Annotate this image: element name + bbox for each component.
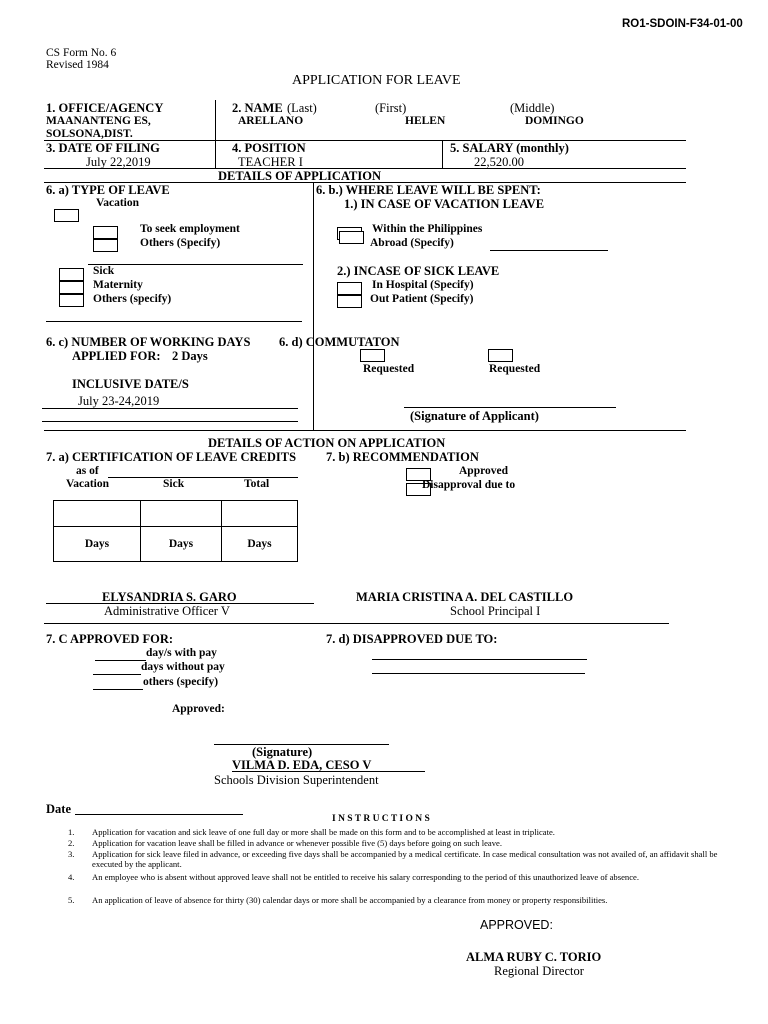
instruction-number: 5. [68, 895, 75, 905]
instruction-number: 4. [68, 872, 75, 882]
out-patient-label: Out Patient (Specify) [370, 293, 474, 305]
total-credit-cell[interactable] [221, 500, 298, 527]
others-specify2-label: Others (specify) [93, 293, 172, 305]
instruction-item [68, 838, 728, 848]
instruction-item [68, 895, 728, 905]
regional-director-name: ALMA RUBY C. TORIO [466, 950, 602, 964]
vacation-label: Vacation [96, 197, 140, 209]
page-title: APPLICATION FOR LEAVE [292, 73, 461, 88]
maternity-checkbox[interactable] [59, 281, 84, 294]
vacation-days-cell: Days [53, 526, 141, 562]
within-ph-label: Within the Philippines [372, 223, 483, 235]
date-filing-value: July 22,2019 [86, 155, 151, 169]
instruction-number: 1. [68, 827, 75, 837]
sick-days-cell: Days [140, 526, 222, 562]
abroad-label: Abroad (Specify) [370, 237, 454, 249]
approved-for-label: 7. C APPROVED FOR: [46, 632, 174, 646]
maternity-label: Maternity [93, 279, 143, 291]
as-of-label: as of [76, 465, 99, 477]
date-line[interactable] [75, 814, 243, 815]
instruction-text: Application for sick leave filed in advance, or exceeding five days shall be accompanied by a medical certificate. In case medical consultation was not availed of, an affidavit shall be executed by the applicant. [92, 849, 718, 869]
col-total: Total [244, 478, 270, 490]
in-hospital-label: In Hospital (Specify) [372, 279, 474, 291]
sick-checkbox[interactable] [59, 268, 84, 281]
requested-label-1: Requested [363, 363, 415, 375]
date-filing-label: 3. DATE OF FILING [46, 141, 160, 155]
instruction-text: Application for vacation leave shall be filled in advance or whenever possible five (5) days before going on such leave. [92, 838, 502, 848]
in-hospital-checkbox[interactable] [337, 282, 362, 295]
position-label: 4. POSITION [232, 141, 306, 155]
office-value-line2: SOLSONA,DIST. [46, 128, 133, 140]
working-days-label: 6. c) NUMBER OF WORKING DAYS [46, 335, 251, 349]
commutation-label: 6. d) COMMUTATON [279, 335, 400, 349]
instruction-text: Application for vacation and sick leave of one full day or more shall be made on this form and to be accomplished at least in triplicate. [92, 827, 555, 837]
sick-credit-cell[interactable] [140, 500, 222, 527]
col-vacation: Vacation [66, 478, 110, 490]
disapproval-label: Disapproval due to [422, 479, 516, 491]
instructions-title: I N S T R U C T I O N S [332, 814, 430, 824]
instruction-item [68, 849, 728, 869]
officer2-title: School Principal I [450, 604, 541, 618]
approved-colon-label: Approved: [172, 703, 225, 715]
salary-label: 5. SALARY (monthly) [450, 141, 569, 155]
others-specify-label: Others (Specify) [140, 237, 221, 249]
others-label: others (specify) [143, 676, 219, 688]
divider [313, 182, 314, 430]
without-pay-line[interactable] [93, 674, 141, 675]
vacation-checkbox[interactable] [54, 209, 79, 222]
type-of-leave-label: 6. a) TYPE OF LEAVE [46, 183, 170, 197]
requested-label-2: Requested [489, 363, 541, 375]
sick-label: Sick [93, 265, 115, 277]
office-value-line1: MAANANTENG ES, [46, 115, 151, 127]
certification-label: 7. a) CERTIFICATION OF LEAVE CREDITS [46, 450, 297, 464]
divider [44, 430, 686, 431]
instruction-number: 2. [68, 838, 75, 848]
others-line[interactable] [93, 689, 143, 690]
vacation-credit-cell[interactable] [53, 500, 141, 527]
disapproved-label: 7. d) DISAPPROVED DUE TO: [326, 632, 498, 646]
seek-employment-label: To seek employment [140, 223, 240, 235]
name-middle: DOMINGO [525, 115, 584, 127]
date-label: Date [46, 802, 71, 816]
name-first: HELEN [405, 115, 446, 127]
superintendent-title: Schools Division Superintendent [214, 773, 379, 787]
applicant-signature-line[interactable] [404, 407, 616, 408]
inclusive-line [42, 421, 298, 422]
as-of-line[interactable] [108, 477, 298, 478]
officer1-name: ELYSANDRIA S. GARO [102, 590, 237, 604]
position-value: TEACHER I [238, 155, 303, 169]
name-middle-hint: (Middle) [510, 101, 555, 115]
instruction-item [68, 827, 728, 837]
with-pay-line[interactable] [95, 660, 146, 661]
commutation-not-requested-checkbox[interactable] [488, 349, 513, 362]
sick-case-label: 2.) INCASE OF SICK LEAVE [337, 264, 500, 278]
name-first-hint: (First) [375, 101, 407, 115]
others-specify-checkbox[interactable] [93, 239, 118, 252]
name-last-hint: (Last) [287, 101, 317, 115]
instruction-number: 3. [68, 849, 75, 859]
divider [44, 623, 669, 624]
where-spent-label: 6. b.) WHERE LEAVE WILL BE SPENT: [316, 183, 541, 197]
form-code: RO1-SDOIN-F34-01-00 [622, 18, 743, 30]
regional-director-title: Regional Director [494, 964, 584, 978]
name-label: 2. NAME [232, 101, 283, 115]
divider [215, 140, 216, 168]
others-specify2-checkbox[interactable] [59, 294, 84, 307]
divider [442, 140, 443, 168]
col-sick: Sick [163, 478, 185, 490]
recommendation-label: 7. b) RECOMMENDATION [326, 450, 479, 464]
office-label: 1. OFFICE/AGENCY [46, 101, 164, 115]
name-last: ARELLANO [238, 115, 304, 127]
instruction-item [68, 872, 728, 882]
vacation-case-label: 1.) IN CASE OF VACATION LEAVE [344, 197, 545, 211]
applied-for-label: APPLIED FOR: [72, 349, 161, 363]
superintendent-name-underline [232, 771, 425, 772]
abroad-specify-line[interactable] [490, 250, 608, 251]
superintendent-name: VILMA D. EDA, CESO V [232, 758, 372, 772]
cs-form-number: CS Form No. 6 [46, 47, 117, 59]
salary-value: 22,520.00 [474, 155, 524, 169]
inclusive-dates-value: July 23-24,2019 [78, 394, 160, 408]
inclusive-dates-label: INCLUSIVE DATE/S [72, 377, 189, 391]
action-header: DETAILS OF ACTION ON APPLICATION [208, 436, 446, 450]
officer1-title: Administrative Officer V [104, 604, 230, 618]
signature-label: (Signature) [252, 745, 313, 759]
applicant-signature-label: (Signature of Applicant) [410, 409, 539, 423]
seek-employment-checkbox[interactable] [93, 226, 118, 239]
officer2-name: MARIA CRISTINA A. DEL CASTILLO [356, 590, 574, 604]
instruction-text: An employee who is absent without approved leave shall not be entitled to receive his salary corresponding to the period of this unauthorized leave of absence. [92, 872, 639, 882]
specify-line[interactable] [88, 264, 303, 265]
disapproved-line[interactable] [372, 673, 585, 674]
with-pay-label: day/s with pay [146, 647, 217, 659]
approved-label: Approved [459, 465, 508, 477]
instruction-text: An application of leave of absence for thirty (30) calendar days or more shall be accompanied by a clearance from money or property responsibilities. [92, 895, 608, 905]
applied-days-value: 2 Days [172, 349, 208, 363]
disapproved-line[interactable] [372, 659, 587, 660]
within-ph-checkbox-shadow [339, 231, 364, 244]
total-days-cell: Days [221, 526, 298, 562]
commutation-requested-checkbox[interactable] [360, 349, 385, 362]
details-header: DETAILS OF APPLICATION [218, 169, 381, 183]
out-patient-checkbox[interactable] [337, 295, 362, 308]
revised-year: Revised 1984 [46, 59, 109, 71]
inclusive-line [42, 408, 298, 409]
without-pay-label: days without pay [141, 661, 225, 673]
specify-line[interactable] [46, 321, 302, 322]
final-approved-label: APPROVED: [480, 918, 553, 932]
